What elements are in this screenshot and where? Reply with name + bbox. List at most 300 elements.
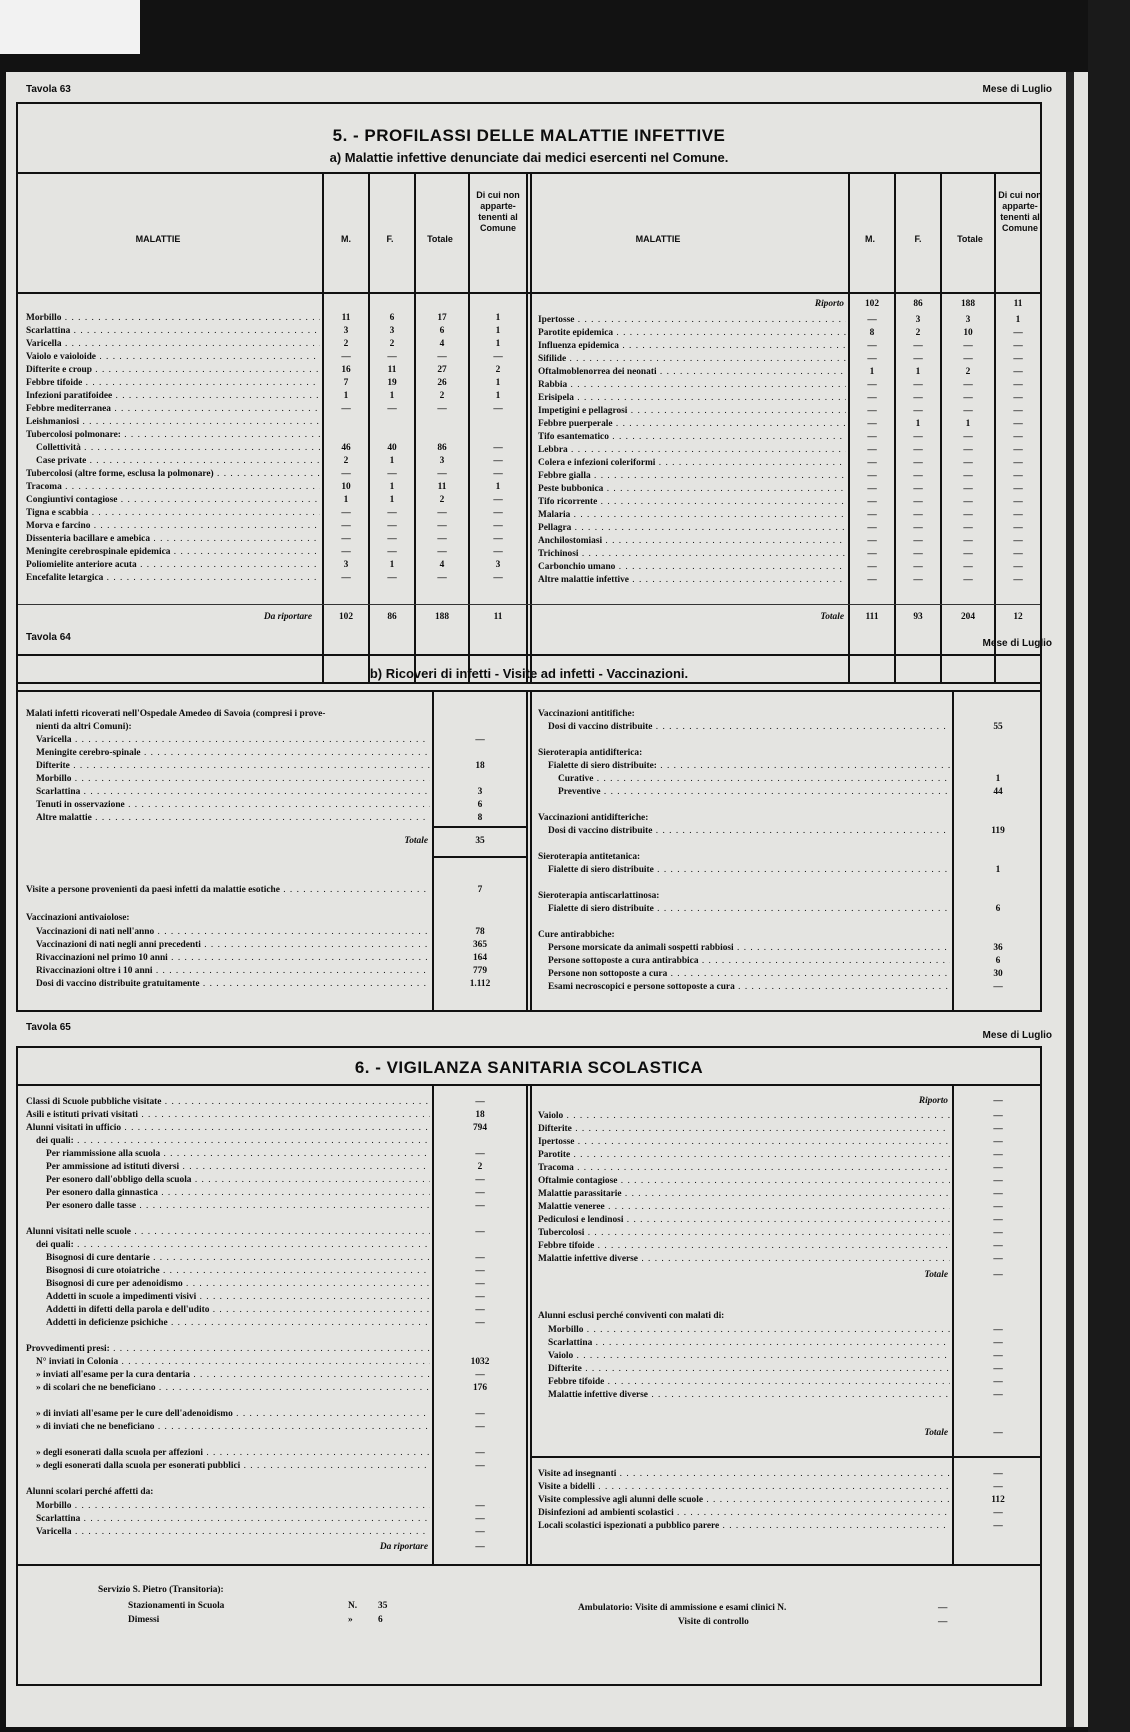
cell-v: — [475,1527,485,1537]
table-row [26,481,320,494]
table-row [538,1507,950,1520]
table-row [538,314,846,327]
cell-n: — [1013,380,1023,390]
row-label: Esami necroscopici e persone sottoposte a cura . . . [548,982,950,992]
cell-m: 16 [341,365,351,375]
header-f-right: F. [914,234,922,244]
row-label: Oftalmie contagiose . . . [538,1176,950,1186]
row-label: Tigna e scabbia . . . [26,508,320,518]
cell-v: — [993,1137,1003,1147]
row-label: Impetigini e pellagrosi . . . [538,406,846,416]
cell-v: 18 [475,761,485,771]
table-row [26,1343,430,1356]
cell-t [416,429,468,442]
t63-right-total-t: 204 [960,612,976,622]
cell-m: 8 [869,328,875,338]
header-f-left: F. [386,234,394,244]
t65-left-bottom-head [26,1486,430,1499]
cell-v: 6 [995,956,1001,966]
row-label: Persone non sottoposte a cura . . . [548,969,950,979]
table-row [26,1174,430,1187]
row-label: Scarlattina . . . [36,787,430,797]
cell-t: — [437,469,447,479]
table-row [26,1460,430,1473]
table-row [538,981,950,994]
cell-v: — [475,1279,485,1289]
t65-right-bottom-labels [538,1468,950,1533]
table-row [26,1252,430,1265]
row-label: Altre malattie . . . [36,813,430,823]
table-row [36,952,430,965]
row-label: Per esonero dalla ginnastica . . . [46,1188,430,1198]
cell-t: — [963,497,973,507]
row-label: Dosi di vaccino distribuite . . . [548,722,950,732]
cell-n: — [1013,354,1023,364]
cell-t: — [963,406,973,416]
row-label: Tenuti in osservazione . . . [36,800,430,810]
cell-n: — [493,404,503,414]
cell-v [434,1434,526,1447]
cell-m: — [867,380,877,390]
cell-t: — [963,445,973,455]
t64-right-values [954,708,1042,1007]
row-label: Parotite . . . [538,1150,950,1160]
cell-n: 3 [495,560,501,570]
cell-f: 1 [915,367,921,377]
table-row [26,429,320,442]
cell-v: — [993,1338,1003,1348]
footer-right-1-v: — [938,1603,948,1613]
cell-n: 1 [495,339,501,349]
header-totale-right: Totale [957,234,983,244]
row-label: Colera e infezioni coleriformi . . . [538,458,846,468]
table-row [26,468,320,481]
table-row [538,496,846,509]
table-row [538,1188,950,1201]
cell-v: — [993,1364,1003,1374]
cell-f: — [913,406,923,416]
row-label: Vaiolo . . . [538,1111,950,1121]
cell-n: — [1013,341,1023,351]
row-label: Per ammissione ad istituti diversi . . . [46,1162,430,1172]
table-row [26,1200,430,1213]
row-label: Morbillo . . . [36,774,430,784]
group-heading [538,851,950,864]
group-heading-text: Sieroterapia antiscarlattinosa: [538,891,660,901]
cell-m: — [867,393,877,403]
cell-v [954,760,1042,773]
cell-v: 30 [993,969,1003,979]
document-page [6,72,1088,1727]
t65-right-mid-labels [548,1324,950,1402]
table-row [26,1447,430,1460]
row-label: Varicella . . . [36,1527,430,1537]
table-row [538,1227,950,1240]
t63-right-total-n: 12 [1013,612,1023,622]
row-label: Tifo esantematico . . . [538,432,846,442]
cell-n [470,429,526,442]
table-row [538,1253,950,1266]
cell-m: — [867,406,877,416]
row-label: Asili e istituti privati visitati . . . [26,1110,430,1120]
row-label: Fialette di siero distribuite . . . [548,865,950,875]
cell-v: — [993,1377,1003,1387]
footer-left-row-1: Stazionamenti in Scuola [128,1601,225,1611]
table-row [538,1201,950,1214]
table-row [538,1494,950,1507]
row-label: Febbre mediterranea . . . [26,404,320,414]
cell-v: — [475,1175,485,1185]
cell-n: — [1013,328,1023,338]
table-row [548,1389,950,1402]
header-malattie-right: MALATTIE [635,234,681,244]
row-label: Ipertosse . . . [538,1137,950,1147]
cell-v: — [475,1370,485,1380]
cell-f: 1 [389,495,395,505]
cell-n: — [1013,432,1023,442]
cell-f: 1 [389,560,395,570]
table-row [26,1161,430,1174]
group-heading-text: Vaccinazioni antitifiche: [538,709,635,719]
table-row [538,1123,950,1136]
table-row [538,431,846,444]
table-row [538,353,846,366]
table-row [26,572,320,585]
table-row [26,1265,430,1278]
cell-v: — [475,1188,485,1198]
row-label: Classi di Scuole pubbliche visitate . . . [26,1097,430,1107]
cell-v: 112 [991,1495,1005,1505]
cell-v [434,1213,526,1226]
table-row [26,1356,430,1369]
cell-f: 1 [915,419,921,429]
cell-m: 11 [341,313,351,323]
cell-t: — [437,521,447,531]
table-row [36,1526,430,1539]
table-row [538,366,846,379]
cell-v: 36 [993,943,1003,953]
t63-right-n-col [996,314,1040,587]
table-row [538,379,846,392]
t65-left-total-value: — [475,1542,485,1552]
group-heading-text: Sieroterapia antitetanica: [538,852,641,862]
table-row [26,1382,430,1395]
table-row [538,509,846,522]
table-row [26,1278,430,1291]
cell-t: — [963,393,973,403]
row-label: Tracoma . . . [538,1163,950,1173]
row-label: Difterite . . . [36,761,430,771]
cell-f: 1 [389,456,395,466]
cell-t: — [963,575,973,585]
cell-v [434,1343,526,1356]
t65-riporto-label: Riporto [918,1096,948,1106]
table-row [538,535,846,548]
table-row [36,773,430,786]
table-row [538,1214,950,1227]
table-row [538,483,846,496]
cell-v: — [475,1201,485,1211]
cell-m: — [341,534,351,544]
film-corner [0,0,140,54]
cell-f: — [913,445,923,455]
row-label: Meningite cerebrospinale epidemica . . . [26,547,320,557]
cell-v: 78 [475,927,485,937]
row-label: Addetti in deficienze psichiche . . . [46,1318,430,1328]
row-label: Pellagra . . . [538,523,846,533]
cell-m: — [341,469,351,479]
row-label: Disinfezioni ad ambienti scolastici . . . [538,1508,950,1518]
row-label: dei quali: . . . [36,1136,430,1146]
cell-n: — [1013,562,1023,572]
tavola-63-month: Mese di Luglio [982,84,1052,95]
cell-n: 1 [495,482,501,492]
cell-f: — [913,432,923,442]
cell-t: 2 [439,495,445,505]
header-noncomune-left: Di cui non apparte- tenenti al Comune [476,190,520,233]
cell-v: — [475,1253,485,1263]
cell-m: — [867,458,877,468]
cell-f: — [387,547,397,557]
table-row [538,1162,950,1175]
t63-left-total-n: 11 [493,612,503,622]
cell-t: — [437,573,447,583]
cell-v: — [993,1176,1003,1186]
cell-v: 365 [472,940,488,950]
cell-t: — [963,354,973,364]
row-label: Persone sottoposte a cura antirabbica . . . [548,956,950,966]
t64-intro-line-2: nienti da altri Comuni): [36,722,132,732]
cell-v: — [475,1448,485,1458]
cell-t: — [963,549,973,559]
row-label: » inviati all'esame per la cura dentaria . . . [36,1370,430,1380]
cell-t: — [437,352,447,362]
row-label: Febbre tifoide . . . [26,378,320,388]
cell-t: 2 [439,391,445,401]
cell-f: — [913,536,923,546]
cell-t: — [963,341,973,351]
cell-n: 1 [495,313,501,323]
table-row [36,1513,430,1526]
table-row [36,965,430,978]
row-label: Peste bubbonica . . . [538,484,846,494]
cell-f [370,429,414,442]
t64-vacc-labels [36,926,430,991]
cell-n: — [1013,367,1023,377]
group-heading-text: Vaccinazioni antidifteriche: [538,813,649,823]
row-label: Vaiolo . . . [548,1351,950,1361]
cell-v: — [475,1266,485,1276]
table-row [26,403,320,416]
cell-v: 3 [477,787,483,797]
table-row [26,1096,430,1109]
cell-m: — [867,510,877,520]
cell-f: 6 [389,313,395,323]
table-row [538,444,846,457]
cell-n: — [493,547,503,557]
cell-v: 1 [995,865,1001,875]
cell-v [434,1239,526,1252]
row-label: Morva e farcino . . . [26,521,320,531]
row-label: Visite ad insegnanti . . . [538,1469,950,1479]
t65-right-mid-head-text: Alunni esclusi perché conviventi con malati di: [538,1311,725,1321]
cell-n: 1 [495,326,501,336]
table-row [26,1135,430,1148]
cell-m: 2 [343,339,349,349]
t64-vacc-intro [26,912,430,925]
cell-m: 3 [343,326,349,336]
cell-n: — [493,534,503,544]
cell-v: — [475,1514,485,1524]
table-64-title: b) Ricoveri di infetti - Visite ad infetti - Vaccinazioni. [369,666,689,681]
cell-t: — [437,508,447,518]
cell-v: — [993,1390,1003,1400]
cell-v: — [993,1325,1003,1335]
group-heading [538,747,950,760]
table-row [26,1408,430,1421]
row-label: Per riammissione alla scuola . . . [46,1149,430,1159]
row-label: Ipertosse . . . [538,315,846,325]
table-row [538,392,846,405]
row-label: Case private . . . [36,456,320,466]
row-label: Altre malattie infettive . . . [538,575,846,585]
row-label: Febbre gialla . . . [538,471,846,481]
cell-v: — [993,1241,1003,1251]
cell-f: — [913,562,923,572]
cell-v: — [475,1097,485,1107]
cell-n: — [493,352,503,362]
table-row [538,1520,950,1533]
tavola-65-label: Tavola 65 [26,1022,71,1033]
cell-f: — [913,471,923,481]
cell-t: — [963,432,973,442]
section-6-title: 6. - VIGILANZA SANITARIA SCOLASTICA [354,1058,704,1077]
cell-f: — [913,458,923,468]
row-label: Febbre tifoide . . . [538,1241,950,1251]
table-row [26,520,320,533]
cell-t: — [963,536,973,546]
cell-f: 11 [387,365,397,375]
table-row [36,812,430,825]
row-label: Collettività . . . [36,443,320,453]
table-row [538,1481,950,1494]
cell-n: — [1013,575,1023,585]
table-row [36,747,430,760]
cell-m: 2 [343,456,349,466]
cell-v: 779 [472,966,488,976]
t63-left-t-col [416,312,468,585]
group-heading [538,929,950,942]
row-label: Morbillo . . . [548,1325,950,1335]
row-label: Morbillo . . . [26,313,320,323]
cell-m: — [341,352,351,362]
row-label: Tracoma . . . [26,482,320,492]
table-row [36,1500,430,1513]
t65-right-mid-total-value: — [993,1428,1003,1438]
table-row [36,786,430,799]
cell-v: — [475,1305,485,1315]
table-row [538,786,950,799]
t63-riporto-t: 188 [960,299,976,309]
cell-f: — [913,354,923,364]
cell-m [324,429,368,442]
cell-v: — [993,1508,1003,1518]
row-label: Dissenteria bacillare e amebica . . . [26,534,320,544]
cell-n: 1 [1015,315,1021,325]
cell-n: — [1013,406,1023,416]
film-edge [1088,0,1130,1732]
row-label: Provvedimenti presi: . . . [26,1344,430,1354]
table-row [538,1136,950,1149]
cell-m: — [341,404,351,414]
row-label: Encefalite letargica . . . [26,573,320,583]
table-row [26,1317,430,1330]
cell-m: — [867,523,877,533]
cell-v [434,747,526,760]
row-label: dei quali: . . . [36,1240,430,1250]
cell-m: — [341,508,351,518]
t65-right-mid-total-label: Totale [924,1428,948,1438]
cell-v: — [993,1111,1003,1121]
row-label: Scarlattina . . . [36,1514,430,1524]
row-label: Scarlattina . . . [548,1338,950,1348]
table-row [538,968,950,981]
cell-v: — [993,1254,1003,1264]
cell-m: 3 [343,560,349,570]
cell-t: 6 [439,326,445,336]
table-row [26,351,320,364]
footer-right-1: Ambulatorio: Visite di ammissione e esami clinici N. [578,1603,787,1613]
table-row [538,1149,950,1162]
section-5-title: 5. - PROFILASSI DELLE MALATTIE INFETTIVE [332,126,726,145]
row-label: Tubercolosi polmonare: . . . [26,430,320,440]
table-row [36,760,430,773]
cell-t: 1 [965,419,971,429]
cell-m: — [867,575,877,585]
cell-m: — [867,484,877,494]
row-label: Febbre tifoide . . . [548,1377,950,1387]
cell-v: 2 [477,1162,483,1172]
table-row [26,1369,430,1382]
cell-v: — [993,1163,1003,1173]
cell-m: — [867,315,877,325]
table-row [548,1337,950,1350]
cell-v: — [993,982,1003,992]
cell-v: — [993,1124,1003,1134]
cell-f [370,416,414,429]
table-row [538,864,950,877]
t63-riporto-n: 11 [1013,299,1023,309]
row-label: Addetti in difetti della parola e dell'udito . . . [46,1305,430,1315]
cell-t: 11 [437,482,447,492]
tavola-63-label: Tavola 63 [26,84,71,95]
table-row [538,470,846,483]
table-row [26,533,320,546]
footer-right-2: Visite di controllo [678,1617,749,1627]
table-63-subtitle: a) Malattie infettive denunciate dai medici esercenti nel Comune. [329,150,729,165]
row-label: Rivaccinazioni nel primo 10 anni . . . [36,953,430,963]
table-row [538,561,846,574]
cell-t: 27 [437,365,447,375]
row-label: Dosi di vaccino distribuite . . . [548,826,950,836]
cell-f: — [387,508,397,518]
cell-m: — [867,419,877,429]
cell-t: 10 [963,328,973,338]
cell-n: — [1013,393,1023,403]
table-row [538,1175,950,1188]
cell-v [434,1135,526,1148]
cell-t: 4 [439,560,445,570]
